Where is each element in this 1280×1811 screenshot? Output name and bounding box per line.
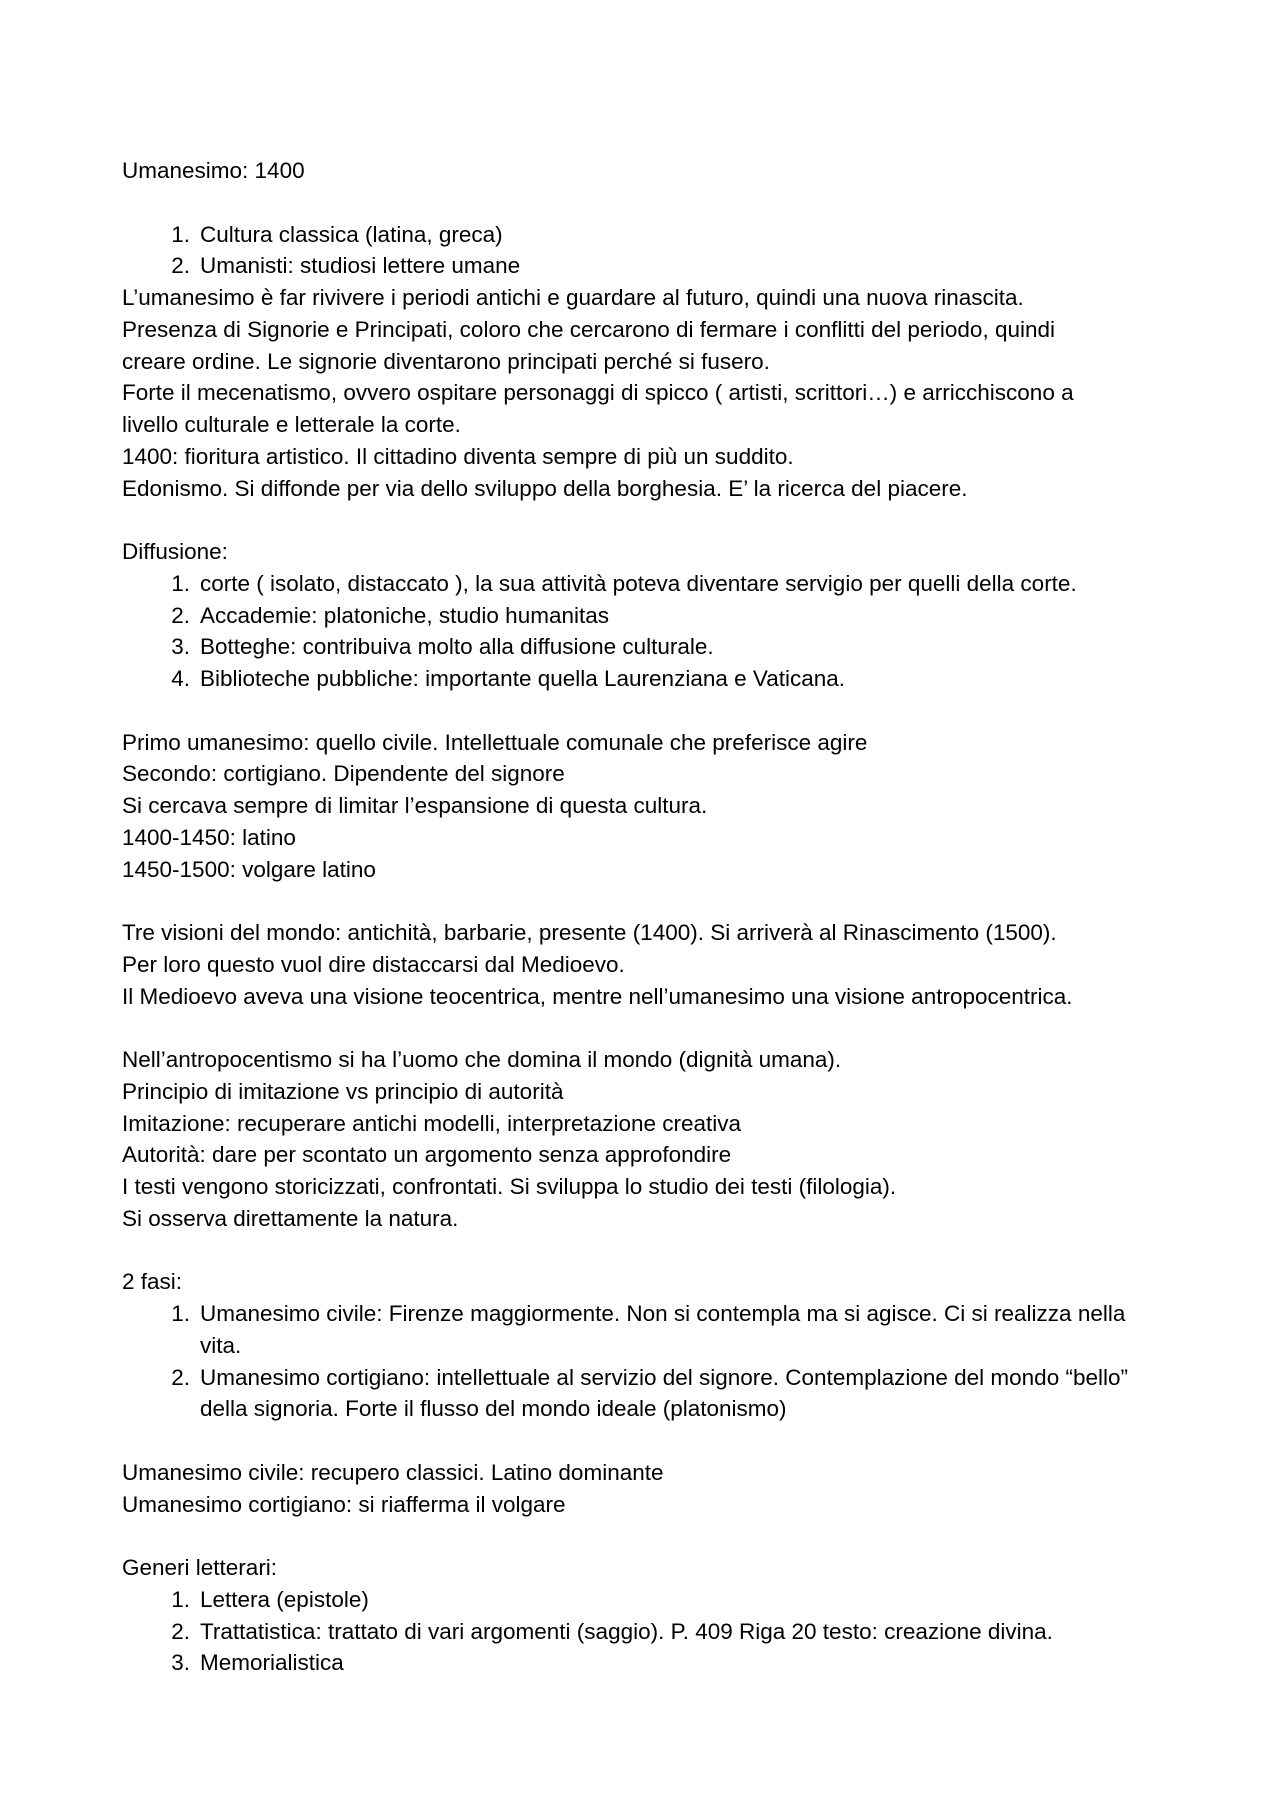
list-text: Botteghe: contribuiva molto alla diffusione culturale. (200, 634, 714, 660)
section-heading: 2 fasi: (122, 1269, 183, 1295)
list-item (122, 600, 1170, 632)
list-number: 4. (171, 666, 190, 691)
list-number: 1. (171, 1301, 190, 1326)
paragraph-line: L’umanesimo è far rivivere i periodi antichi e guardare al futuro, quindi una nuova rinascita. (122, 285, 1024, 310)
list-number: 3. (171, 1650, 190, 1676)
blank-line (122, 1520, 1170, 1552)
paragraph-line: Forte il mecenatismo, ovvero ospitare personaggi di spicco ( artisti, scrittori…) e arricchiscono a (122, 380, 1074, 406)
list-text: Biblioteche pubbliche: importante quella Laurenziana e Vaticana. (200, 666, 846, 691)
paragraph-line: 1450-1500: volgare latino (122, 856, 376, 882)
list-number: 2. (171, 602, 190, 628)
paragraph-line: Secondo: cortigiano. Dipendente del signore (122, 761, 565, 787)
numbered-list (122, 1298, 1170, 1425)
list-text: Trattatistica: trattato di vari argomenti (saggio). P. 409 Riga 20 testo: creazione divina. (200, 1618, 1053, 1644)
list-text: corte ( isolato, distaccato ), la sua attività poteva diventare servigio per quelli della corte. (200, 570, 1077, 596)
numbered-list (122, 219, 1170, 283)
list-item (122, 1362, 1170, 1426)
paragraph-line: Umanesimo civile: recupero classici. Latino dominante (122, 1459, 664, 1485)
list-number: 2. (171, 253, 190, 279)
paragraph-line: 1400-1450: latino (122, 824, 296, 850)
list-item (122, 250, 1170, 282)
paragraph-line: Si osserva direttamente la natura. (122, 1205, 459, 1231)
document-title: Umanesimo: 1400 (122, 158, 305, 183)
list-item (122, 219, 1170, 251)
list-text: Umanesimo civile: Firenze maggiormente. Non si contempla ma si agisce. Ci si realizza nella vita. (200, 1301, 1126, 1358)
list-text: Lettera (epistole) (200, 1586, 369, 1612)
numbered-list (122, 1584, 1170, 1679)
paragraph-line: Primo umanesimo: quello civile. Intellettuale comunale che preferisce agire (122, 729, 868, 755)
list-text: Accademie: platoniche, studio humanitas (200, 602, 609, 628)
paragraph-line: Imitazione: recuperare antichi modelli, interpretazione creativa (122, 1110, 742, 1136)
blank-line (122, 1235, 1170, 1267)
numbered-list (122, 568, 1170, 695)
paragraph-line: Presenza di Signorie e Principati, coloro che cercarono di fermare i conflitti del periodo, quindi (122, 316, 1055, 342)
list-number: 2. (171, 1618, 190, 1644)
paragraph-line: Autorità: dare per scontato un argomento senza approfondire (122, 1142, 732, 1168)
paragraph-line: Edonismo. Si diffonde per via dello sviluppo della borghesia. E’ la ricerca del piacere. (122, 475, 968, 501)
list-text: Umanisti: studiosi lettere umane (200, 253, 521, 279)
paragraph-line: Il Medioevo aveva una visione teocentrica, mentre nell’umanesimo una visione antropocentrica. (122, 983, 1073, 1009)
blank-line (122, 695, 1170, 727)
paragraph-line: creare ordine. Le signorie diventarono principati perché si fusero. (122, 348, 770, 374)
paragraph-line: Nell’antropocentismo si ha l’uomo che domina il mondo (dignità umana). (122, 1047, 842, 1072)
list-item (122, 631, 1170, 663)
paragraph-line: Principio di imitazione vs principio di autorità (122, 1078, 564, 1104)
paragraph-line: Umanesimo cortigiano: si riafferma il volgare (122, 1491, 566, 1517)
list-number: 1. (171, 1586, 190, 1612)
blank-line (122, 1012, 1170, 1044)
list-number: 1. (171, 221, 190, 247)
paragraph-line: livello culturale e letterale la corte. (122, 412, 461, 437)
section-heading: Generi letterari: (122, 1555, 278, 1580)
paragraph-line: 1400: fioritura artistico. Il cittadino diventa sempre di più un suddito. (122, 443, 794, 469)
paragraph-line: Tre visioni del mondo: antichità, barbarie, presente (1400). Si arriverà al Rinascimento (1500). (122, 920, 1057, 945)
list-item (122, 663, 1170, 695)
list-text: Memorialistica (200, 1650, 344, 1676)
list-text: Cultura classica (latina, greca) (200, 221, 503, 247)
blank-line (122, 504, 1170, 536)
blank-line (122, 885, 1170, 917)
list-number: 3. (171, 634, 190, 660)
paragraph-line: Per loro questo vuol dire distaccarsi dal Medioevo. (122, 951, 625, 977)
paragraph-line: I testi vengono storicizzati, confrontati. Si sviluppa lo studio dei testi (filologia). (122, 1174, 897, 1199)
list-item (122, 1584, 1170, 1616)
section-heading: Diffusione: (122, 539, 228, 564)
blank-line (122, 187, 1170, 219)
list-number: 2. (171, 1364, 190, 1390)
list-item (122, 1616, 1170, 1648)
list-item (122, 568, 1170, 600)
list-item (122, 1647, 1170, 1679)
list-item (122, 1298, 1170, 1362)
paragraph-line: Si cercava sempre di limitar l’espansione di questa cultura. (122, 793, 708, 818)
blank-line (122, 1425, 1170, 1457)
list-number: 1. (171, 570, 190, 596)
list-text: Umanesimo cortigiano: intellettuale al servizio del signore. Contemplazione del mondo “bello” della signoria. Forte il flusso del mondo ideale (platonismo) (200, 1364, 1128, 1422)
